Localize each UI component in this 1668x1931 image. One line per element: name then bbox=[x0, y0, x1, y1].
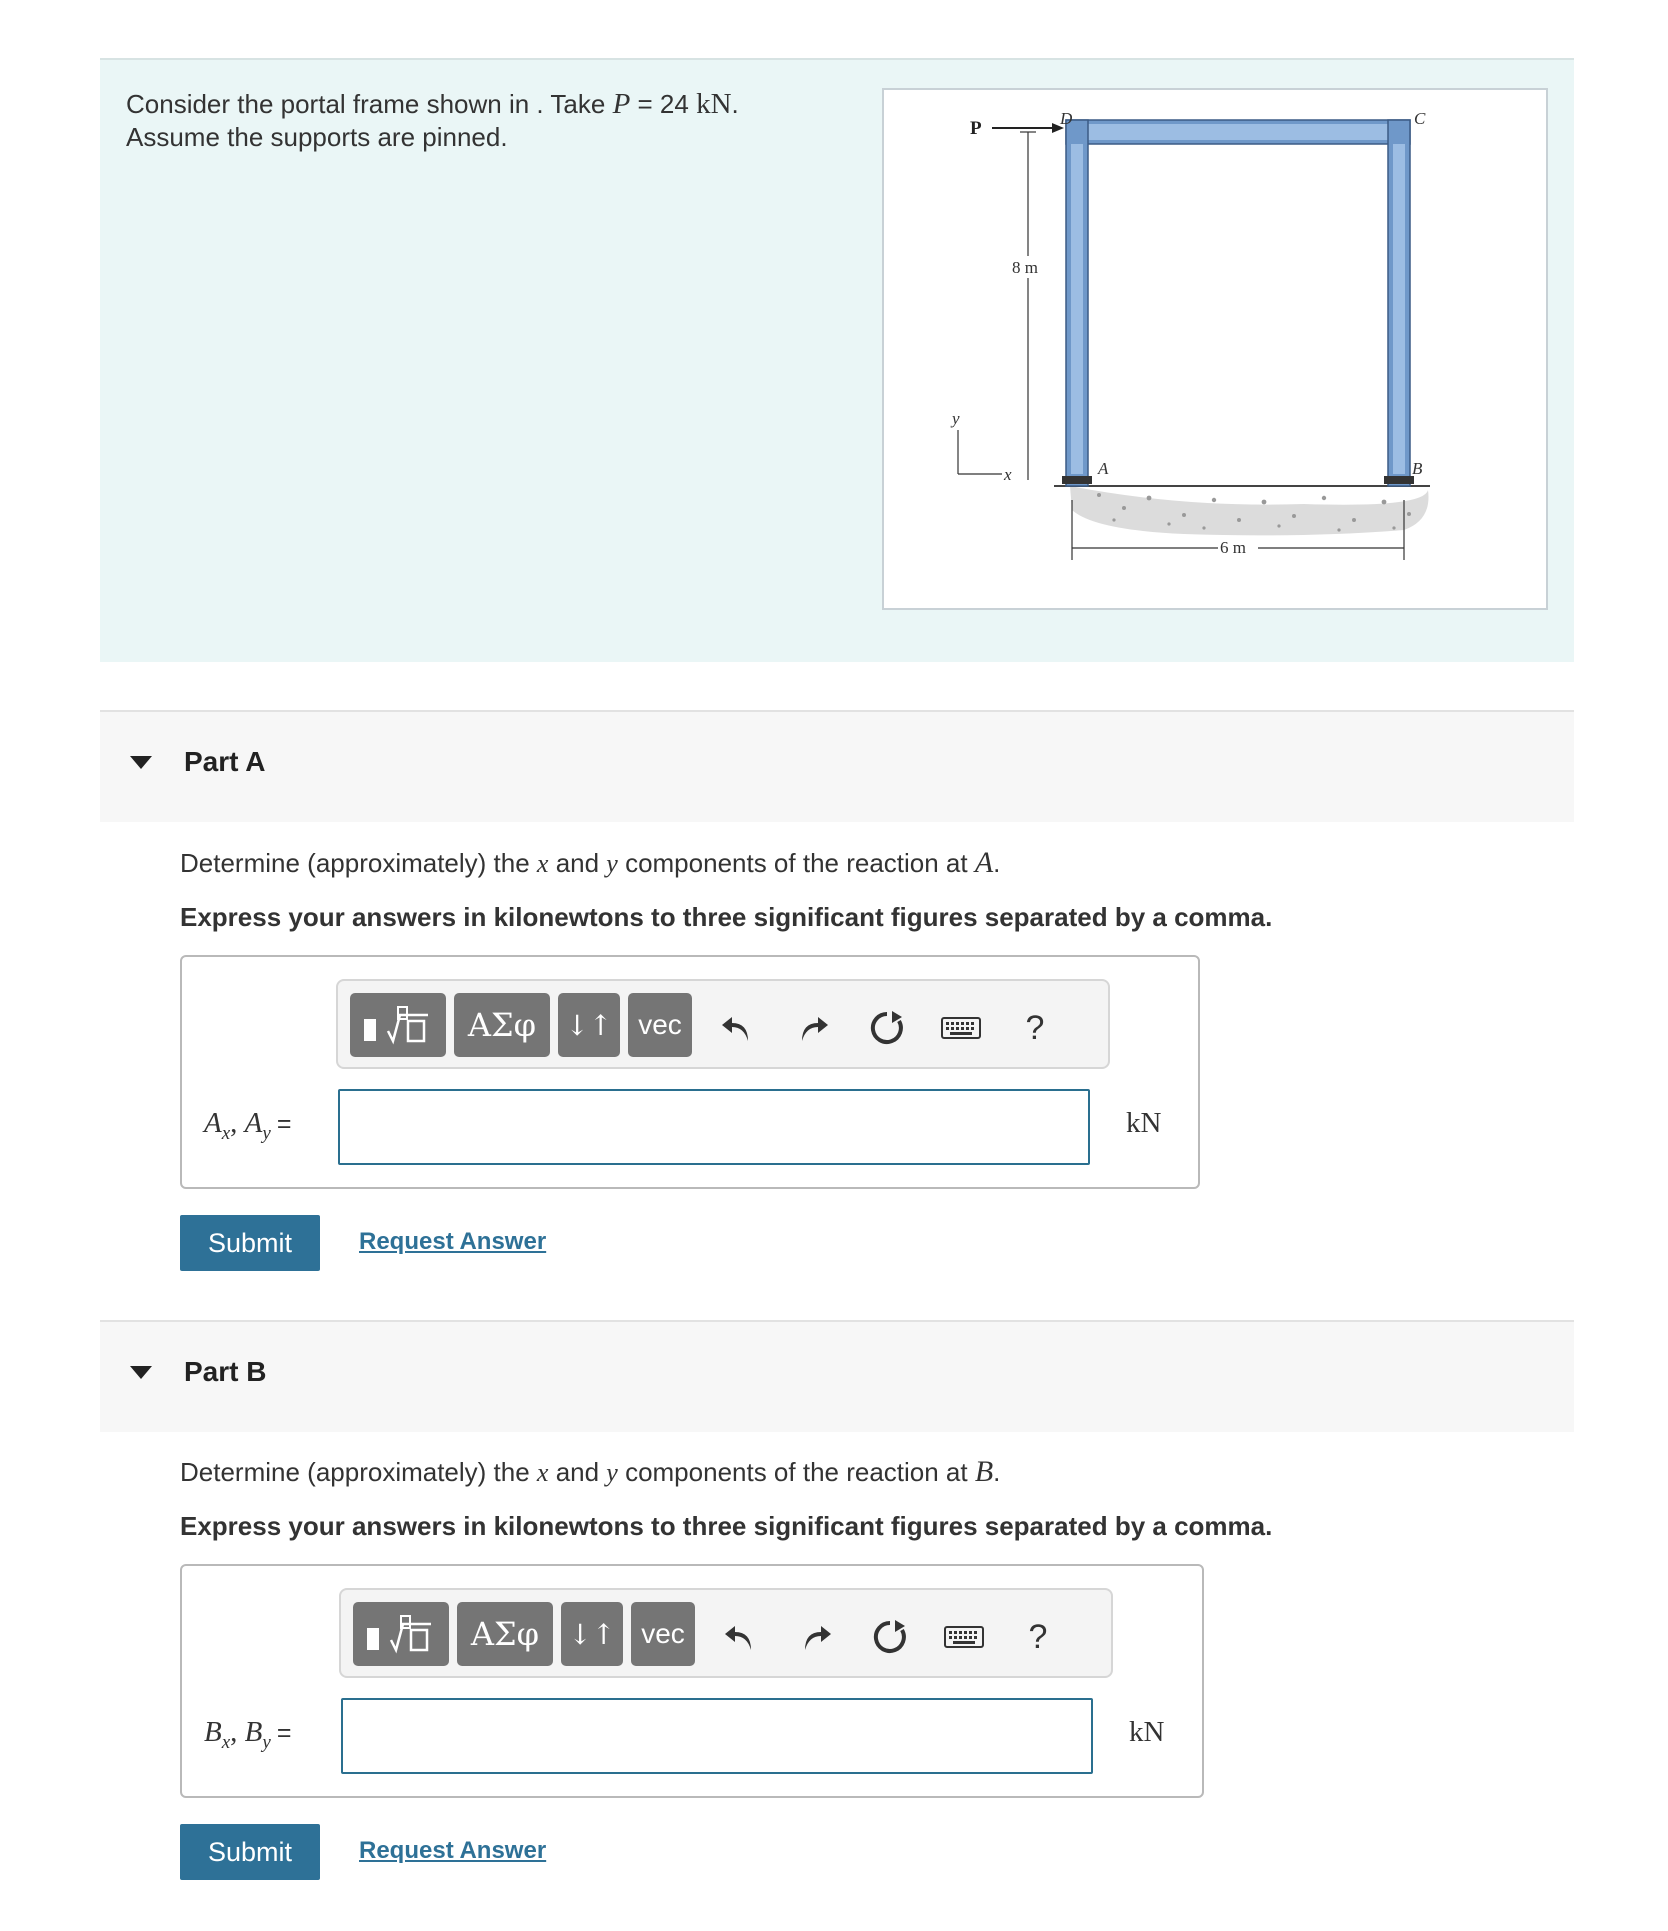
help-icon[interactable]: ? bbox=[1028, 1617, 1048, 1656]
part-b-title: Part B bbox=[184, 1356, 267, 1387]
reset-icon[interactable] bbox=[862, 1003, 912, 1053]
part-a-request-answer-link[interactable]: Request Answer bbox=[359, 1228, 547, 1255]
part-a-answer-box bbox=[180, 955, 1200, 1189]
label-p: P bbox=[970, 118, 982, 139]
keyboard-icon[interactable] bbox=[939, 1612, 989, 1662]
part-b-answer-label: $B_x$, $B_y$ = bbox=[204, 1716, 292, 1753]
help-icon[interactable]: ? bbox=[1025, 1008, 1045, 1047]
label-y: y bbox=[952, 409, 960, 428]
intro-equals: = 24 bbox=[630, 89, 697, 119]
part-a-question: Determine (approximately) the x and y components of the reaction at A. bbox=[180, 846, 1001, 879]
keyboard-icon[interactable] bbox=[936, 1003, 986, 1053]
part-a-header[interactable] bbox=[100, 710, 1574, 822]
label-b: B bbox=[1412, 459, 1423, 478]
undo-icon[interactable] bbox=[715, 1612, 765, 1662]
label-c: C bbox=[1414, 109, 1426, 128]
part-b-instruction: Express your answers in kilonewtons to three significant figures separated by a comma. bbox=[180, 1511, 1273, 1541]
part-b-question: Determine (approximately) the x and y components of the reaction at B. bbox=[180, 1455, 1001, 1488]
label-width: 6 m bbox=[1220, 538, 1246, 557]
problem-intro bbox=[100, 58, 1574, 662]
intro-unit: kN bbox=[696, 88, 732, 120]
part-a-math-toolbar bbox=[336, 979, 1110, 1069]
intro-period: . bbox=[731, 89, 739, 119]
beam-web bbox=[1066, 124, 1410, 140]
label-a: A bbox=[1098, 459, 1109, 478]
part-b-math-toolbar bbox=[339, 1588, 1113, 1678]
part-a-answer-label: $A_x$, $A_y$ = bbox=[204, 1107, 292, 1144]
greek-letters-icon[interactable]: ΑΣφ bbox=[457, 1602, 553, 1666]
subscript-superscript-icon[interactable]: ↓↑ bbox=[561, 1602, 623, 1666]
var-p: P bbox=[612, 88, 631, 120]
vector-icon[interactable]: vec bbox=[628, 993, 692, 1057]
redo-icon[interactable] bbox=[788, 1003, 838, 1053]
portal-frame-diagram bbox=[884, 90, 1546, 608]
part-b-answer-input[interactable] bbox=[341, 1698, 1093, 1774]
undo-icon[interactable] bbox=[712, 1003, 762, 1053]
portal-frame-figure[interactable] bbox=[882, 88, 1548, 610]
label-x: x bbox=[1004, 465, 1012, 484]
greek-letters-icon[interactable]: ΑΣφ bbox=[454, 993, 550, 1057]
problem-line-2: Assume the supports are pinned. bbox=[126, 122, 508, 152]
base-plate-b bbox=[1384, 476, 1414, 484]
ground-fill bbox=[1070, 486, 1429, 535]
label-height: 8 m bbox=[1012, 258, 1038, 277]
templates-icon[interactable] bbox=[350, 993, 446, 1057]
vector-icon[interactable]: vec bbox=[631, 1602, 695, 1666]
problem-statement bbox=[126, 88, 739, 154]
column-left-web bbox=[1071, 144, 1083, 474]
part-a-answer-input[interactable] bbox=[338, 1089, 1090, 1165]
redo-icon[interactable] bbox=[791, 1612, 841, 1662]
label-d: D bbox=[1060, 109, 1073, 128]
part-b-request-answer-link[interactable]: Request Answer bbox=[359, 1837, 547, 1864]
part-b-submit-button[interactable]: Submit bbox=[180, 1824, 320, 1880]
collapse-triangle-icon[interactable] bbox=[130, 756, 152, 769]
collapse-triangle-icon[interactable] bbox=[130, 1366, 152, 1379]
subscript-superscript-icon[interactable]: ↓↑ bbox=[558, 993, 620, 1057]
part-b-header[interactable] bbox=[100, 1320, 1574, 1432]
intro-text: Consider the portal frame shown in . Take bbox=[126, 89, 613, 119]
column-right-web bbox=[1393, 144, 1405, 474]
base-plate-a bbox=[1062, 476, 1092, 484]
templates-icon[interactable] bbox=[353, 1602, 449, 1666]
problem-line-1 bbox=[126, 88, 739, 121]
part-a-submit-button[interactable]: Submit bbox=[180, 1215, 320, 1271]
part-b-unit: kN bbox=[1129, 1716, 1165, 1748]
part-a-title: Part A bbox=[184, 746, 266, 777]
reset-icon[interactable] bbox=[865, 1612, 915, 1662]
part-a-unit: kN bbox=[1126, 1107, 1162, 1139]
part-a-instruction: Express your answers in kilonewtons to three significant figures separated by a comma. bbox=[180, 902, 1273, 932]
part-b-answer-box bbox=[180, 1564, 1204, 1798]
